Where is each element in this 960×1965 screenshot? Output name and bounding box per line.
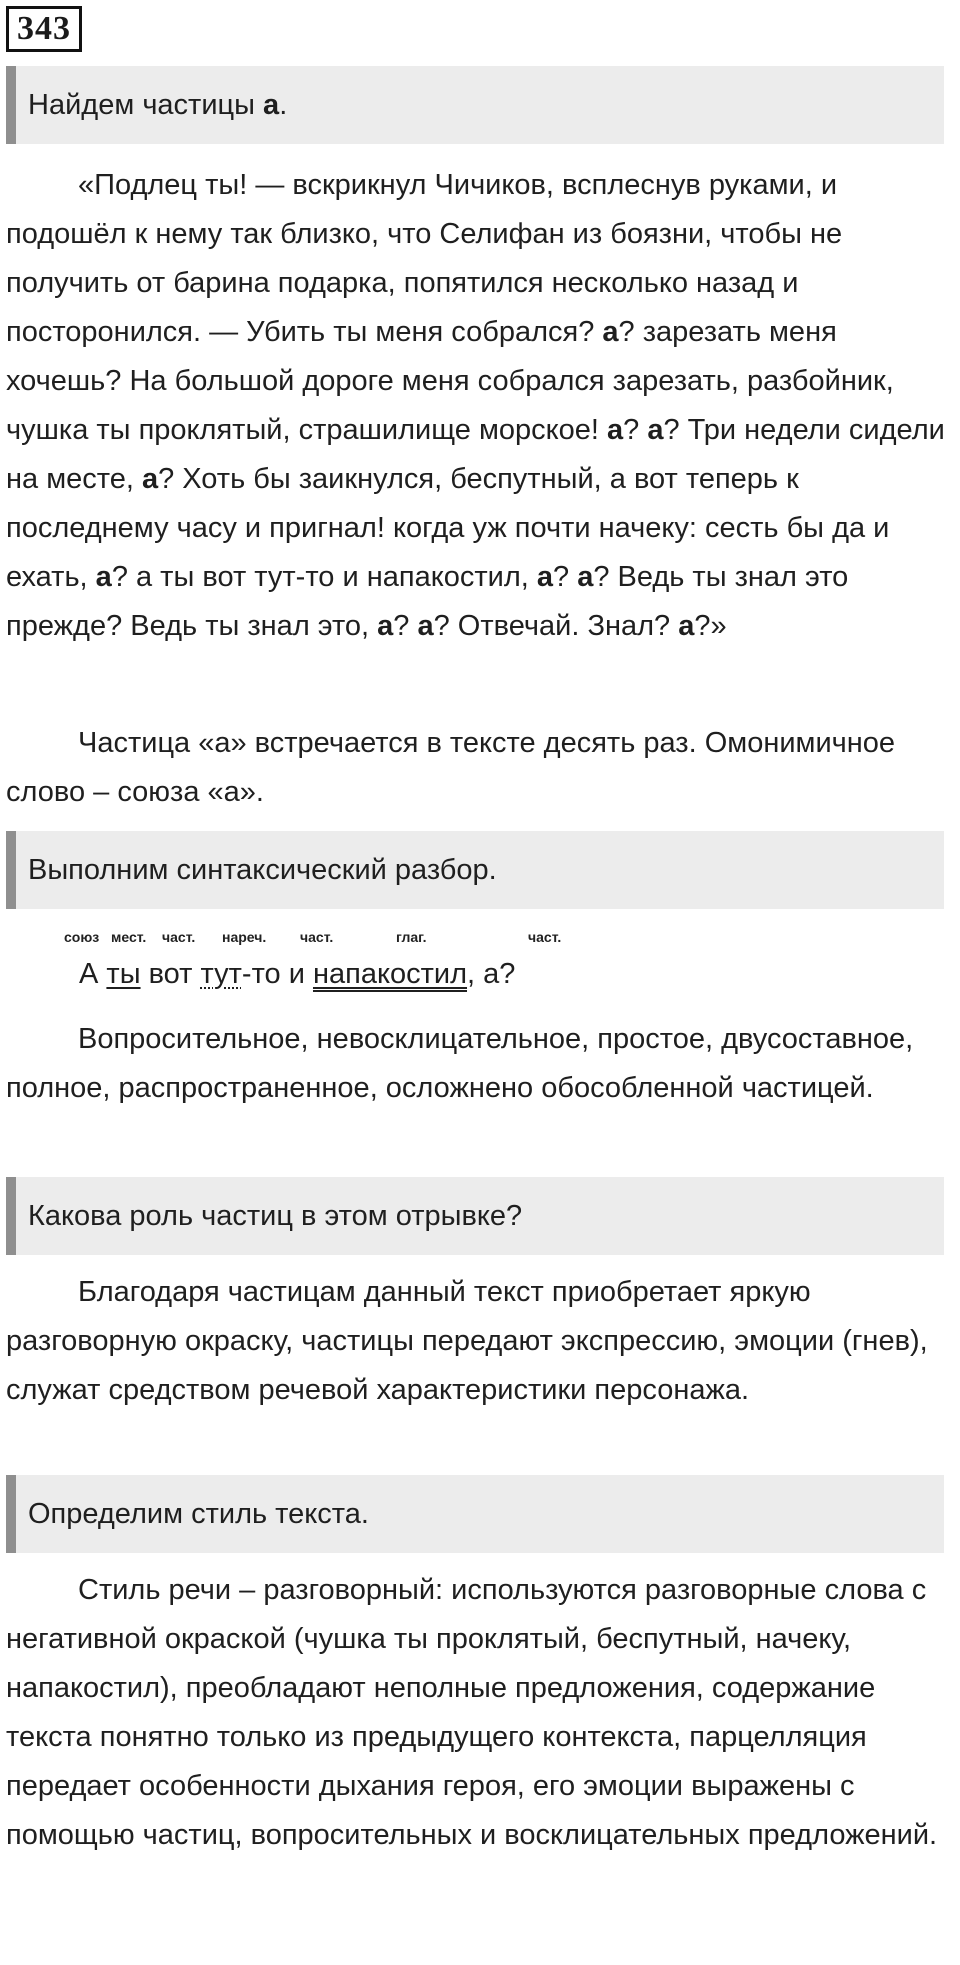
quote-text: ?» xyxy=(694,610,727,642)
quote-text: ? xyxy=(553,561,578,593)
word: , а? xyxy=(467,958,516,990)
pos-tag: нареч. xyxy=(222,929,267,945)
section-heading-style: Определим стиль текста. xyxy=(6,1475,944,1553)
quote-text: ? Хоть бы заикнулся, беспутный, а вот теперь к последнему часу и пригнал! когда уж почти начеку: сесть бы да и ехать, xyxy=(6,463,890,593)
quote-text: «Подлец ты! — вскрикнул Чичиков, всплеснув руками, и подошёл к нему так близко, что Селифан из боязни, чтобы не получить от барина подарка, попятился несколько назад и посторонился. — Убить ты меня собрался? xyxy=(6,169,843,348)
heading-tail: . xyxy=(279,89,288,121)
quote-text: ? а ты вот тут-то и напакостил, xyxy=(111,561,537,593)
style-paragraph: Стиль речи – разговорный: используются разговорные слова с негативной окраской (чушка ты проклятый, беспутный, начеку, напакостил), преобладают неполные предложения, содержание текста понятно только из предыдущего контекста, парцелляция передает особенности дыхания героя, его эмоции выражены с помощью частиц, вопросительных и восклицательных предложений. xyxy=(6,1574,938,1851)
section-heading-particles xyxy=(6,66,944,144)
adverbial-word: тут xyxy=(200,958,242,990)
particle-a: а xyxy=(577,561,594,593)
particle-a: а xyxy=(602,316,619,348)
syntax-sentence xyxy=(79,950,515,999)
particle-a: а xyxy=(95,561,112,593)
pos-tag: част. xyxy=(528,929,562,945)
pos-tag: союз xyxy=(64,929,100,945)
quote-text: ? Отвечай. Знал? xyxy=(433,610,679,642)
syntax-description: Вопросительное, невосклицательное, простое, двусоставное, полное, распространенное, осложнено обособленной частицей. xyxy=(6,1023,914,1104)
subject-word: ты xyxy=(106,958,141,990)
quote-text: ? xyxy=(393,610,418,642)
pos-tag: глаг. xyxy=(396,929,427,945)
particle-a: а xyxy=(678,610,695,642)
word: вот xyxy=(140,958,201,990)
predicate-word: напакостил xyxy=(312,958,468,990)
exercise-number: 343 xyxy=(6,6,82,52)
count-paragraph: Частица «а» встречается в тексте десять раз. Омонимичное слово – союза «а». xyxy=(6,727,896,808)
pos-tag: мест. xyxy=(111,929,147,945)
pos-tag: част. xyxy=(300,929,334,945)
part-of-speech-labels xyxy=(0,929,960,949)
quote-text: ? Три недели сидели на месте, xyxy=(6,414,945,495)
section-heading-syntax: Выполним синтаксический разбор. xyxy=(6,831,944,909)
quote-paragraph xyxy=(6,161,956,651)
role-paragraph: Благодаря частицам данный текст приобретает яркую разговорную окраску, частицы передают экспрессию, эмоции (гнев), служат средством речевой характеристики персонажа. xyxy=(6,1276,928,1406)
particle-a: а xyxy=(647,414,664,446)
pos-tag: част. xyxy=(162,929,196,945)
word: и xyxy=(280,958,313,990)
word: А xyxy=(79,958,107,990)
quote-text: ? xyxy=(623,414,648,446)
quote-text: ? зарезать меня хочешь? На большой дороге меня собрался зарезать, разбойник, чушка ты проклятый, страшилище морское! xyxy=(6,316,894,446)
section-heading-role: Какова роль частиц в этом отрывке? xyxy=(6,1177,944,1255)
quote-text: ? Ведь ты знал это прежде? Ведь ты знал это, xyxy=(6,561,849,642)
heading-bold-particle: а xyxy=(263,89,280,121)
particle-a: а xyxy=(536,561,553,593)
heading-text: Найдем частицы xyxy=(28,89,264,121)
particle-a: а xyxy=(141,463,159,495)
particle-a: а xyxy=(417,610,434,642)
word: -то xyxy=(241,958,281,990)
particle-a: а xyxy=(377,610,394,642)
particle-a: а xyxy=(607,414,624,446)
